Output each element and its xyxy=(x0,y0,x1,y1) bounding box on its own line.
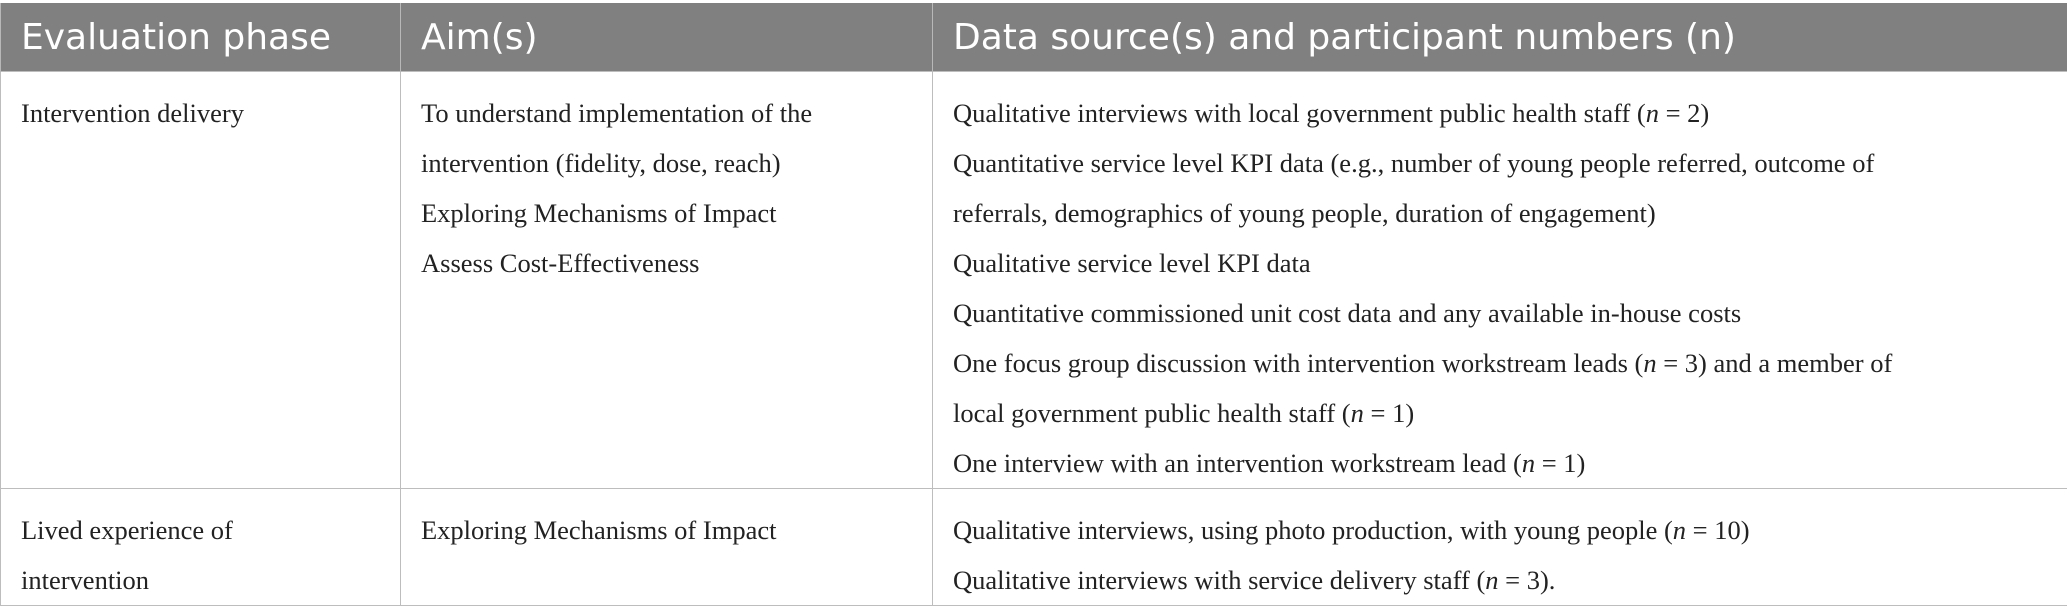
data-source-text: Quantitative commissioned unit cost data and any available in-house costs xyxy=(953,298,1742,328)
data-source-line xyxy=(953,388,2057,438)
participant-n-symbol: n xyxy=(1643,348,1657,378)
aims-cell xyxy=(401,489,933,606)
participant-count: = 2) xyxy=(1658,98,1710,128)
header-aims: Aim(s) xyxy=(401,3,933,72)
phase-cell xyxy=(1,72,401,489)
data-source-text: Quantitative service level KPI data (e.g., number of young people referred, outcome of xyxy=(953,148,1875,178)
data-source-line xyxy=(953,188,2057,238)
data-table-container xyxy=(0,3,2067,606)
aim-line: Exploring Mechanisms of Impact xyxy=(421,198,777,228)
aim-line: To understand implementation of the xyxy=(421,98,813,128)
phase-line: Lived experience of xyxy=(21,515,233,545)
table-row xyxy=(1,72,2067,489)
data-source-line xyxy=(953,88,2057,138)
aim-line: Exploring Mechanisms of Impact xyxy=(421,515,777,545)
header-evaluation-phase: Evaluation phase xyxy=(1,3,401,72)
header-data-sources: Data source(s) and participant numbers (n) xyxy=(933,3,2067,72)
data-source-text: Qualitative interviews with service delivery staff ( xyxy=(953,565,1486,595)
data-source-text: One focus group discussion with intervention workstream leads ( xyxy=(953,348,1644,378)
data-source-text: One interview with an intervention workstream lead ( xyxy=(953,448,1522,478)
participant-n-symbol: n xyxy=(1645,98,1659,128)
evaluation-table xyxy=(0,3,2067,606)
data-source-line xyxy=(953,138,2057,188)
participant-n-symbol: n xyxy=(1350,398,1364,428)
data-source-text: Qualitative service level KPI data xyxy=(953,248,1311,278)
data-source-line xyxy=(953,338,2057,388)
aims-cell xyxy=(401,72,933,489)
data-source-text: Qualitative interviews, using photo production, with young people ( xyxy=(953,515,1673,545)
participant-count: = 1) xyxy=(1363,398,1415,428)
data-sources-cell xyxy=(933,489,2067,606)
aim-line: intervention (fidelity, dose, reach) xyxy=(421,148,781,178)
participant-n-symbol: n xyxy=(1521,448,1536,478)
header-row xyxy=(1,3,2067,72)
data-source-text: local government public health staff ( xyxy=(953,398,1351,428)
phase-cell xyxy=(1,489,401,606)
data-sources-cell xyxy=(933,72,2067,489)
participant-n-symbol: n xyxy=(1672,515,1687,545)
table-row xyxy=(1,489,2067,606)
data-source-line xyxy=(953,238,2057,288)
data-source-text: referrals, demographics of young people, duration of engagement) xyxy=(953,198,1656,228)
participant-count: = 1) xyxy=(1535,448,1586,478)
phase-line: Intervention delivery xyxy=(21,98,244,128)
data-source-line xyxy=(953,288,2057,338)
data-source-line xyxy=(953,438,2057,488)
participant-count: = 3). xyxy=(1498,565,1556,595)
phase-line: intervention xyxy=(21,565,150,595)
data-source-line xyxy=(953,505,2057,555)
aim-line: Assess Cost-Effectiveness xyxy=(421,248,700,278)
participant-count: = 10) xyxy=(1686,515,1750,545)
participant-count: = 3) and a member of xyxy=(1656,348,1893,378)
data-source-text: Qualitative interviews with local government public health staff ( xyxy=(953,98,1646,128)
data-source-line xyxy=(953,555,2057,605)
participant-n-symbol: n xyxy=(1485,565,1499,595)
